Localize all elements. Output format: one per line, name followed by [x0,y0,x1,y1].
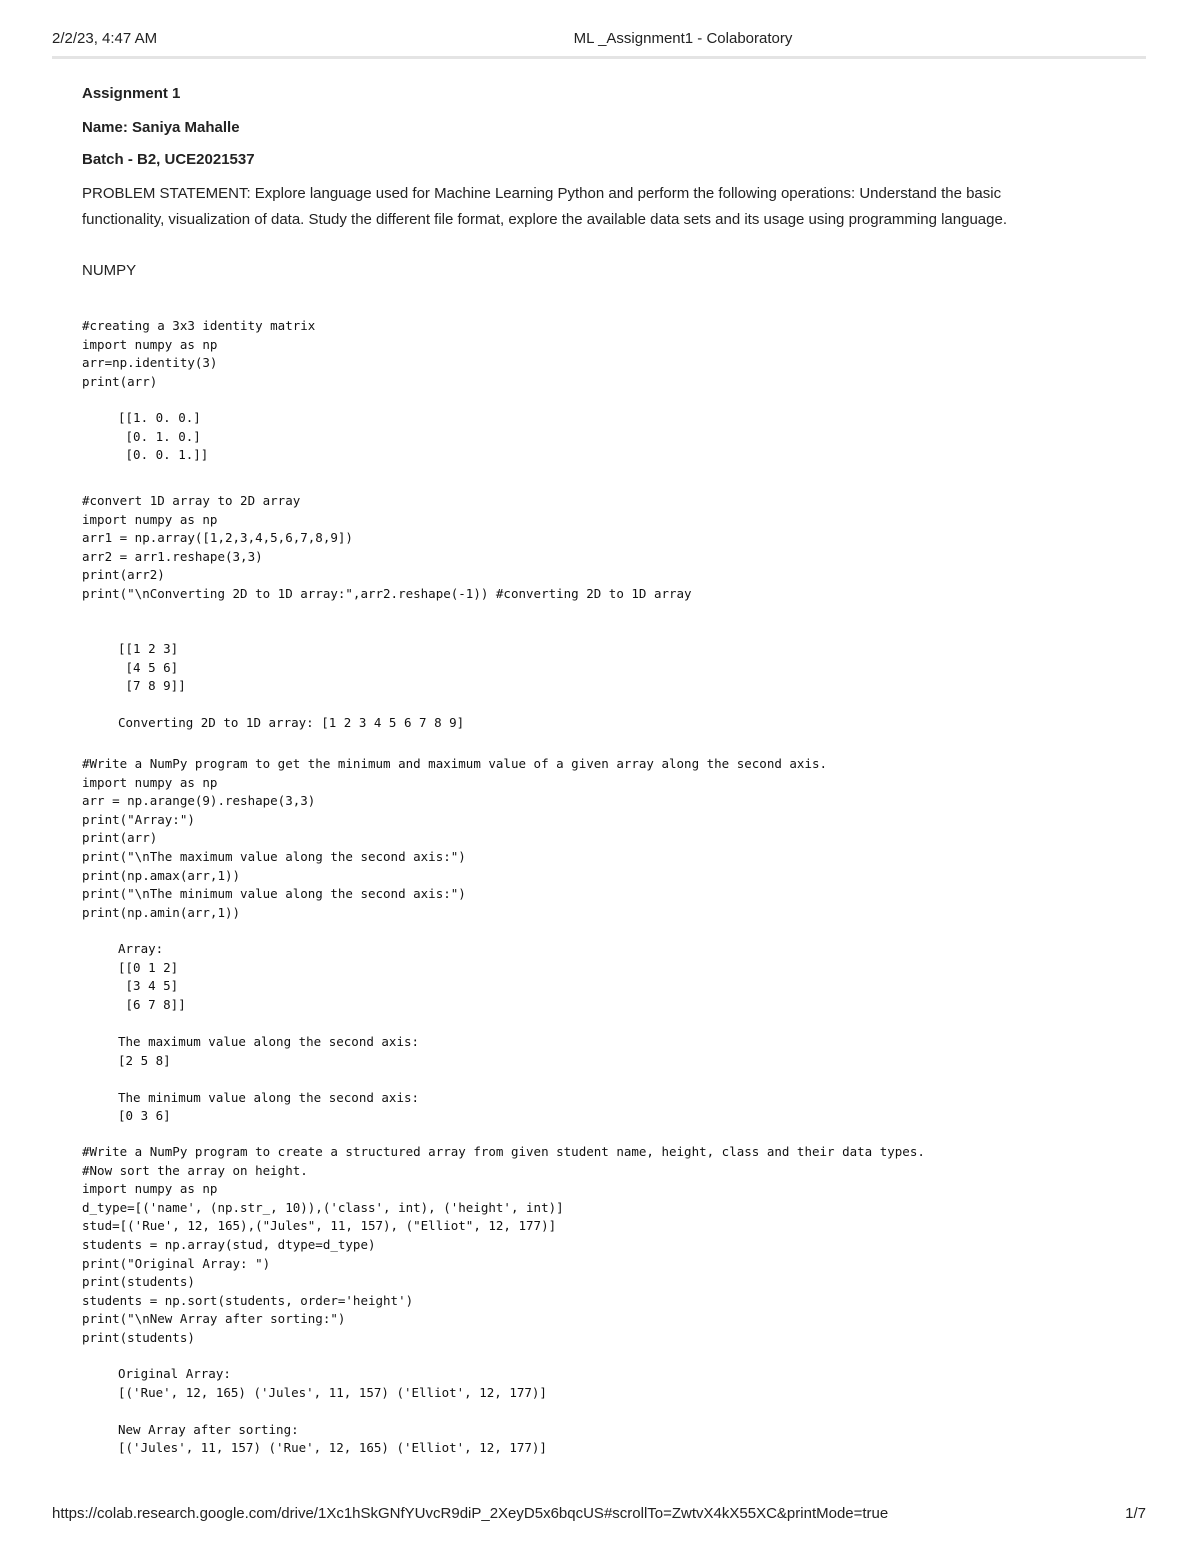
code-cell-4[interactable]: #Write a NumPy program to create a structured array from given student name, height, class and their data types. #Now sort the array on height. import numpy as np d_type=[('name', (np.str_, 10)),('class', int), ('height', int)] stud=[('Rue', 12, 165),("Jules", 11, 157), ("Elliot", 12, 177)] students = np.array(stud, dtype=d_type) print("Original Array: ") print(students) students = np.sort(students, order='height') print("\nNew Array after sorting:") print(students) [82,1144,925,1345]
output-cell-2: [[1 2 3] [4 5 6] [7 8 9]] Converting 2D to 1D array: [1 2 3 4 5 6 7 8 9] [118,641,465,731]
problem-statement: PROBLEM STATEMENT: Explore language used for Machine Learning Python and perform the following operations: Understand the basic functionality, visualization of data. Study the different file format, explore the available data sets and its usage using programming language. [82,185,1007,228]
output-cell-3: Array: [[0 1 2] [3 4 5] [6 7 8]] The maximum value along the second axis: [2 5 8] The minimum value along the second axis: [0 3 6] [118,941,420,1124]
print-timestamp: 2/2/23, 4:47 AM [52,30,158,47]
student-batch: Batch - B2, UCE2021537 [82,151,255,168]
page-number: 1/7 [1125,1505,1146,1522]
output-cell-1: [[1. 0. 0.] [0. 1. 0.] [0. 0. 1.]] [118,410,209,463]
student-name: Name: Saniya Mahalle [82,119,240,136]
header-divider [52,56,1146,59]
code-cell-2[interactable]: #convert 1D array to 2D array import numpy as np arr1 = np.array([1,2,3,4,5,6,7,8,9]) arr2 = arr1.reshape(3,3) print(arr2) print("\nConverting 2D to 1D array:",arr2.reshape(-1)) #converting 2D to 1D array [82,493,692,601]
output-cell-4: Original Array: [('Rue', 12, 165) ('Jules', 11, 157) ('Elliot', 12, 177)] New Array after sorting: [('Jules', 11, 157) ('Rue', 12, 165) ('Elliot', 12, 177)] [118,1366,547,1456]
code-cell-3[interactable]: #Write a NumPy program to get the minimum and maximum value of a given array along the second axis. import numpy as np arr = np.arange(9).reshape(3,3) print("Array:") print(arr) print("\nThe maximum value along the second axis:") print(np.amax(arr,1)) print("\nThe minimum value along the second axis:") print(np.amin(arr,1)) [82,756,828,920]
document-title: ML _Assignment1 - Colaboratory [573,30,793,47]
page-url: https://colab.research.google.com/drive/1Xc1hSkGNfYUvcR9diP_2XeyD5x6bqcUS#scrollTo=ZwtvX4kX55XC&printMode=true [52,1505,889,1522]
code-cell-1[interactable]: #creating a 3x3 identity matrix import numpy as np arr=np.identity(3) print(arr) [82,318,316,389]
section-heading: NUMPY [82,262,137,279]
assignment-heading: Assignment 1 [82,85,181,102]
